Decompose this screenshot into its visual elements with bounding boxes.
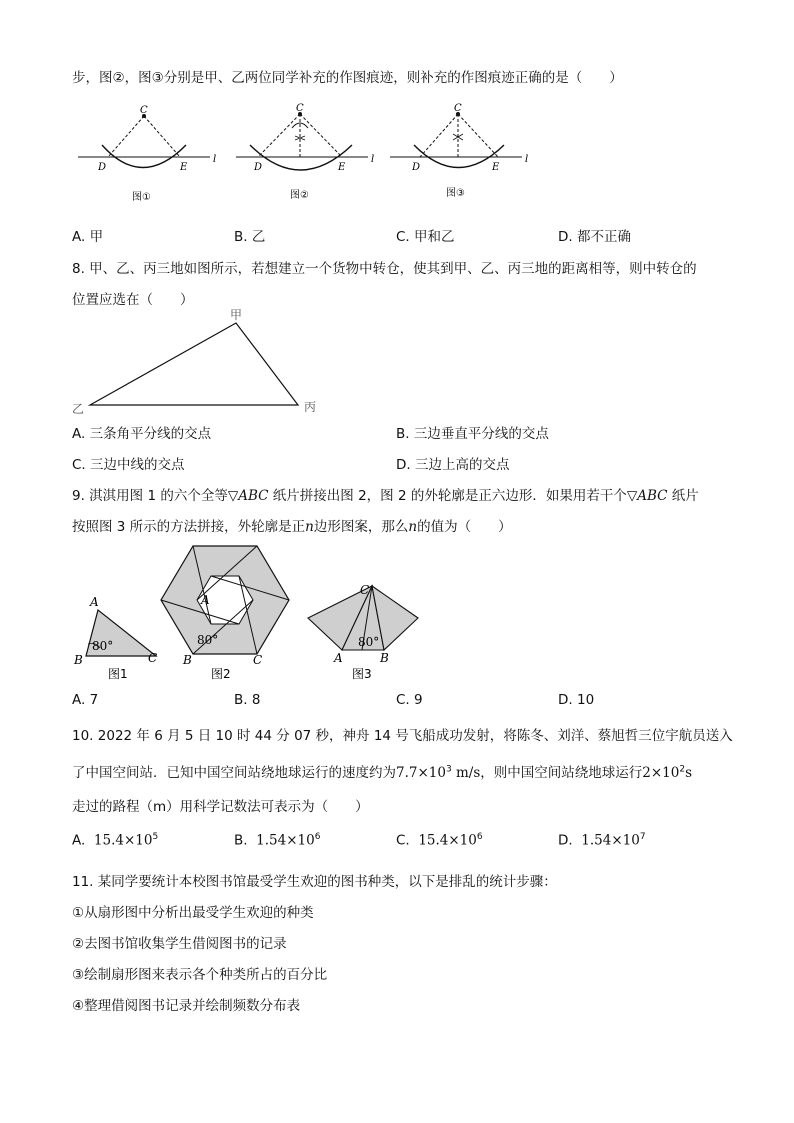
fig1-B-label: B <box>74 653 83 667</box>
fig2-C-label-q9: C <box>253 653 263 667</box>
q10-option-d[interactable]: D. $1.54\times 10^7$ <box>558 832 646 849</box>
q9-fig2-caption: 图2 <box>211 667 231 681</box>
fig3-l-label: l <box>525 154 529 165</box>
q9-fig3-caption: 图3 <box>352 667 372 681</box>
q8-option-a[interactable]: A. 三条角平分线的交点 <box>72 426 212 442</box>
q9-option-a[interactable]: A. 7 <box>72 692 99 708</box>
fig1-C-label: C <box>140 105 148 116</box>
q11-step-3: ③绘制扇形图来表示各个种类所占的百分比 <box>72 967 328 983</box>
q10-option-b[interactable]: B. $1.54\times 10^6$ <box>234 832 321 849</box>
fig2-l-label: l <box>371 154 375 165</box>
fig3-caption: 图③ <box>446 188 465 199</box>
q7-option-d[interactable]: D. 都不正确 <box>558 229 631 245</box>
fig1-caption: 图① <box>132 192 151 203</box>
q9-line-2: 按照图 3 所示的方法拼接，外轮廓是正n边形图案，那么n的值为（ ） <box>72 519 512 535</box>
q9-fig1-caption: 图1 <box>108 667 128 681</box>
q10-option-a[interactable]: A. $15.4\times 10^5$ <box>72 832 159 849</box>
fig3-E-label: E <box>492 162 500 173</box>
q11-step-2: ②去图书馆收集学生借阅图书的记录 <box>72 936 287 952</box>
triangle-symbol-2: ▽ <box>626 488 638 504</box>
q7-figure-1 <box>70 100 230 210</box>
q8-bing-label: 丙 <box>304 400 317 414</box>
q8-jia-label: 甲 <box>230 308 243 322</box>
fig1-E-label: E <box>180 162 188 173</box>
fig3-C-label: C <box>454 103 462 114</box>
fig3-B-label: B <box>380 651 389 665</box>
q7-option-c[interactable]: C. 甲和乙 <box>396 229 455 245</box>
q8-option-d[interactable]: D. 三边上高的交点 <box>396 457 510 473</box>
q11-step-4: ④整理借阅图书记录并绘制频数分布表 <box>72 998 301 1014</box>
q9-figure-2 <box>155 540 295 682</box>
q11-step-1: ①从扇形图中分析出最受学生欢迎的种类 <box>72 905 314 921</box>
q8-line-2: 位置应选在（ ） <box>72 292 194 308</box>
fig1-C-label-q9: C <box>148 651 158 665</box>
q7-line: 步，图②，图③分别是甲、乙两位同学补充的作图痕迹，则补充的作图痕迹正确的是（ ） <box>72 70 623 86</box>
q7-figure-3 <box>386 100 546 210</box>
q9-option-c[interactable]: C. 9 <box>396 692 423 708</box>
q8-option-b[interactable]: B. 三边垂直平分线的交点 <box>396 426 549 442</box>
fig2-B-label: B <box>183 653 192 667</box>
fig3-A-label: A <box>334 651 343 665</box>
fig2-D-label: D <box>254 162 263 173</box>
q8-triangle-figure <box>70 305 340 417</box>
q8-yi-label: 乙 <box>72 402 85 416</box>
fig3-angle-label: 80° <box>358 635 380 649</box>
fig1-angle-label: 80° <box>92 639 114 653</box>
q11-line: 11. 某同学要统计本校图书馆最受学生欢迎的图书种类，以下是排乱的统计步骤： <box>72 874 557 890</box>
q10-line-2: 了中国空间站．已知中国空间站绕地球运行的速度约为$7.7\times 10^3$ m/s，则中国空间站绕地球运行$2\times 10^2s$ <box>72 764 693 781</box>
q10-line-3: 走过的路程（m）用科学记数法可表示为（ ） <box>72 799 369 815</box>
q8-option-c[interactable]: C. 三边中线的交点 <box>72 457 185 473</box>
q9-option-d[interactable]: D. 10 <box>558 692 595 708</box>
triangle-symbol-1: ▽ <box>227 488 239 504</box>
fig1-A-label: A <box>90 595 99 609</box>
q7-option-b[interactable]: B. 乙 <box>234 229 266 245</box>
q9-option-b[interactable]: B. 8 <box>234 692 261 708</box>
fig3-D-label: D <box>412 162 421 173</box>
fig2-A-label-q9: A <box>201 593 210 607</box>
fig2-E-label: E <box>338 162 346 173</box>
q7-figure-2 <box>228 100 388 210</box>
fig1-l-label: l <box>213 154 217 165</box>
q7-option-a[interactable]: A. 甲 <box>72 229 104 245</box>
q8-line-1: 8. 甲、乙、丙三地如图所示，若想建立一个货物中转仓，使其到甲、乙、丙三地的距离相等，则中转仓的 <box>72 261 697 277</box>
q10-line-1: 10. 2022 年 6 月 5 日 10 时 44 分 07 秒，神舟 14 号飞船成功发射，将陈冬、刘洋、蔡旭哲三位宇航员送入 <box>72 728 733 744</box>
q9-figure-3 <box>300 578 430 682</box>
fig2-caption: 图② <box>290 190 309 201</box>
fig2-angle-label: 80° <box>197 633 219 647</box>
fig2-C-label: C <box>296 103 304 114</box>
fig1-D-label: D <box>98 162 107 173</box>
fig3-C-label-q9: C <box>360 583 370 597</box>
q9-line-1: 9. 淇淇用图 1 的六个全等▽ABC 纸片拼接出图 2，图 2 的外轮廓是正六边形．如果用若干个▽ABC 纸片 <box>72 488 699 504</box>
q10-option-c[interactable]: C. $15.4\times 10^6$ <box>396 832 483 849</box>
